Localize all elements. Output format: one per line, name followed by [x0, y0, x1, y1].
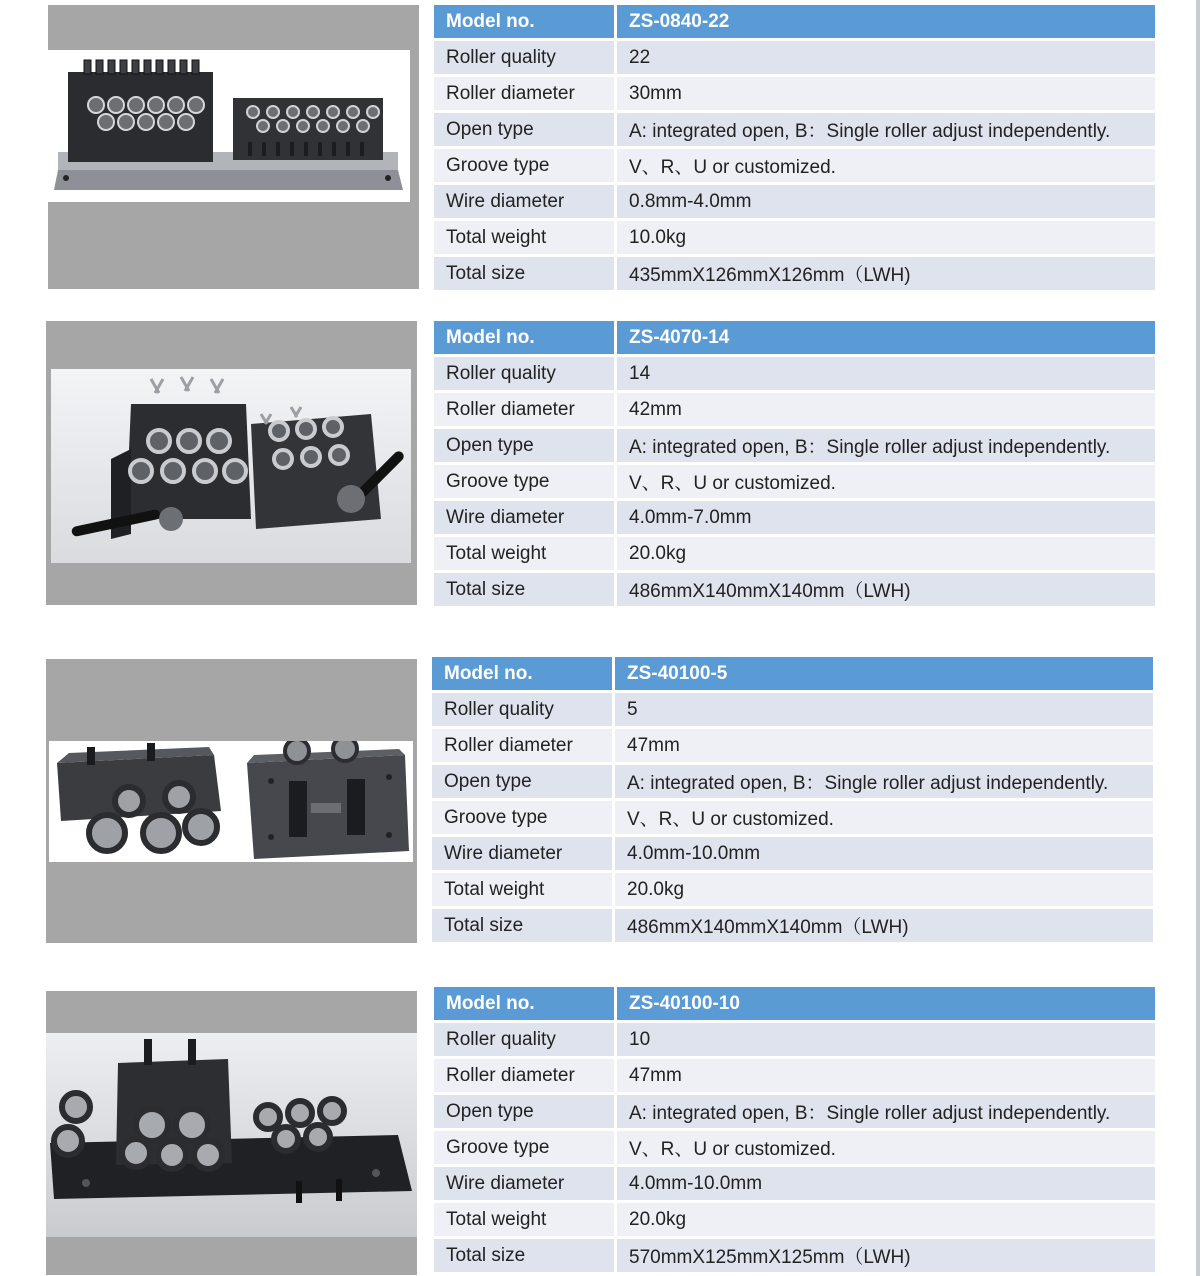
table-row [434, 113, 1155, 149]
table-row-model [434, 987, 1155, 1023]
value-cell: A: integrated open, B：Single roller adjust independently. [615, 765, 1153, 801]
product-photo-frame [46, 991, 417, 1275]
table-row [434, 465, 1155, 501]
straightener-illustration [49, 741, 413, 862]
table-row [432, 909, 1153, 945]
product-photo-frame [46, 321, 417, 605]
value-cell: 20.0kg [615, 873, 1153, 909]
table-row [434, 1059, 1155, 1095]
value-cell: ZS-40100-10 [617, 987, 1155, 1023]
label-cell: Model no. [434, 321, 617, 357]
product-photo [48, 50, 410, 202]
value-cell: 435mmX126mmX126mm（LWH) [617, 257, 1155, 293]
value-cell: 4.0mm-10.0mm [615, 837, 1153, 873]
label-cell: Open type [432, 765, 615, 801]
table-row [434, 41, 1155, 77]
product-photo [51, 369, 411, 563]
value-cell: 10.0kg [617, 221, 1155, 257]
label-cell: Roller diameter [432, 729, 615, 765]
table-row [434, 185, 1155, 221]
label-cell: Roller quality [434, 41, 617, 77]
label-cell: Open type [434, 1095, 617, 1131]
label-cell: Total size [432, 909, 615, 945]
label-cell: Model no. [434, 5, 617, 41]
label-cell: Groove type [434, 465, 617, 501]
table-row [432, 729, 1153, 765]
table-row [434, 1095, 1155, 1131]
table-row [434, 1239, 1155, 1275]
value-cell: 10 [617, 1023, 1155, 1059]
value-cell: 42mm [617, 393, 1155, 429]
label-cell: Total weight [434, 1203, 617, 1239]
label-cell: Total size [434, 1239, 617, 1275]
table-row [434, 257, 1155, 293]
table-row [434, 1203, 1155, 1239]
table-row [434, 149, 1155, 185]
label-cell: Roller quality [434, 1023, 617, 1059]
table-row [434, 537, 1155, 573]
value-cell: A: integrated open, B：Single roller adjust independently. [617, 1095, 1155, 1131]
value-cell: 20.0kg [617, 537, 1155, 573]
value-cell: 47mm [615, 729, 1153, 765]
table-row [434, 1131, 1155, 1167]
table-row-model [434, 321, 1155, 357]
spec-table [432, 657, 1153, 945]
value-cell: A: integrated open, B：Single roller adjust independently. [617, 113, 1155, 149]
value-cell: A: integrated open, B：Single roller adjust independently. [617, 429, 1155, 465]
label-cell: Model no. [434, 987, 617, 1023]
product-photo [46, 1033, 417, 1237]
table-row [434, 573, 1155, 609]
label-cell: Open type [434, 113, 617, 149]
label-cell: Roller diameter [434, 1059, 617, 1095]
table-row-model [432, 657, 1153, 693]
table-row [434, 357, 1155, 393]
table-row-model [434, 5, 1155, 41]
value-cell: 4.0mm-10.0mm [617, 1167, 1155, 1203]
table-row [434, 393, 1155, 429]
table-row [434, 501, 1155, 537]
table-row [432, 765, 1153, 801]
value-cell: 30mm [617, 77, 1155, 113]
table-row [432, 873, 1153, 909]
label-cell: Wire diameter [434, 501, 617, 537]
value-cell: V、R、U or customized. [617, 149, 1155, 185]
label-cell: Roller diameter [434, 77, 617, 113]
label-cell: Total weight [432, 873, 615, 909]
value-cell: 486mmX140mmX140mm（LWH) [617, 573, 1155, 609]
label-cell: Wire diameter [434, 185, 617, 221]
value-cell: ZS-0840-22 [617, 5, 1155, 41]
table-row [434, 429, 1155, 465]
value-cell: 47mm [617, 1059, 1155, 1095]
table-row [434, 221, 1155, 257]
straightener-illustration [51, 369, 411, 563]
label-cell: Model no. [432, 657, 615, 693]
label-cell: Roller quality [434, 357, 617, 393]
label-cell: Groove type [432, 801, 615, 837]
value-cell: ZS-40100-5 [615, 657, 1153, 693]
spec-table [434, 321, 1155, 609]
value-cell: V、R、U or customized. [615, 801, 1153, 837]
value-cell: 0.8mm-4.0mm [617, 185, 1155, 221]
product-photo-frame [48, 5, 419, 289]
label-cell: Groove type [434, 1131, 617, 1167]
table-row [434, 77, 1155, 113]
spec-table [434, 5, 1155, 293]
value-cell: ZS-4070-14 [617, 321, 1155, 357]
value-cell: 570mmX125mmX125mm（LWH) [617, 1239, 1155, 1275]
value-cell: 14 [617, 357, 1155, 393]
label-cell: Groove type [434, 149, 617, 185]
label-cell: Total weight [434, 221, 617, 257]
value-cell: 20.0kg [617, 1203, 1155, 1239]
product-photo-frame [46, 659, 417, 943]
value-cell: 22 [617, 41, 1155, 77]
straightener-illustration [46, 1033, 417, 1237]
table-row [432, 801, 1153, 837]
spec-table [434, 987, 1155, 1275]
label-cell: Open type [434, 429, 617, 465]
label-cell: Total size [434, 573, 617, 609]
value-cell: 4.0mm-7.0mm [617, 501, 1155, 537]
table-row [434, 1023, 1155, 1059]
page-right-border [1196, 0, 1200, 1276]
straightener-illustration [48, 50, 410, 202]
table-row [432, 837, 1153, 873]
value-cell: 5 [615, 693, 1153, 729]
label-cell: Roller diameter [434, 393, 617, 429]
value-cell: 486mmX140mmX140mm（LWH) [615, 909, 1153, 945]
label-cell: Total size [434, 257, 617, 293]
table-row [434, 1167, 1155, 1203]
label-cell: Total weight [434, 537, 617, 573]
label-cell: Wire diameter [434, 1167, 617, 1203]
product-photo [49, 741, 413, 862]
table-row [432, 693, 1153, 729]
value-cell: V、R、U or customized. [617, 465, 1155, 501]
label-cell: Roller quality [432, 693, 615, 729]
label-cell: Wire diameter [432, 837, 615, 873]
value-cell: V、R、U or customized. [617, 1131, 1155, 1167]
